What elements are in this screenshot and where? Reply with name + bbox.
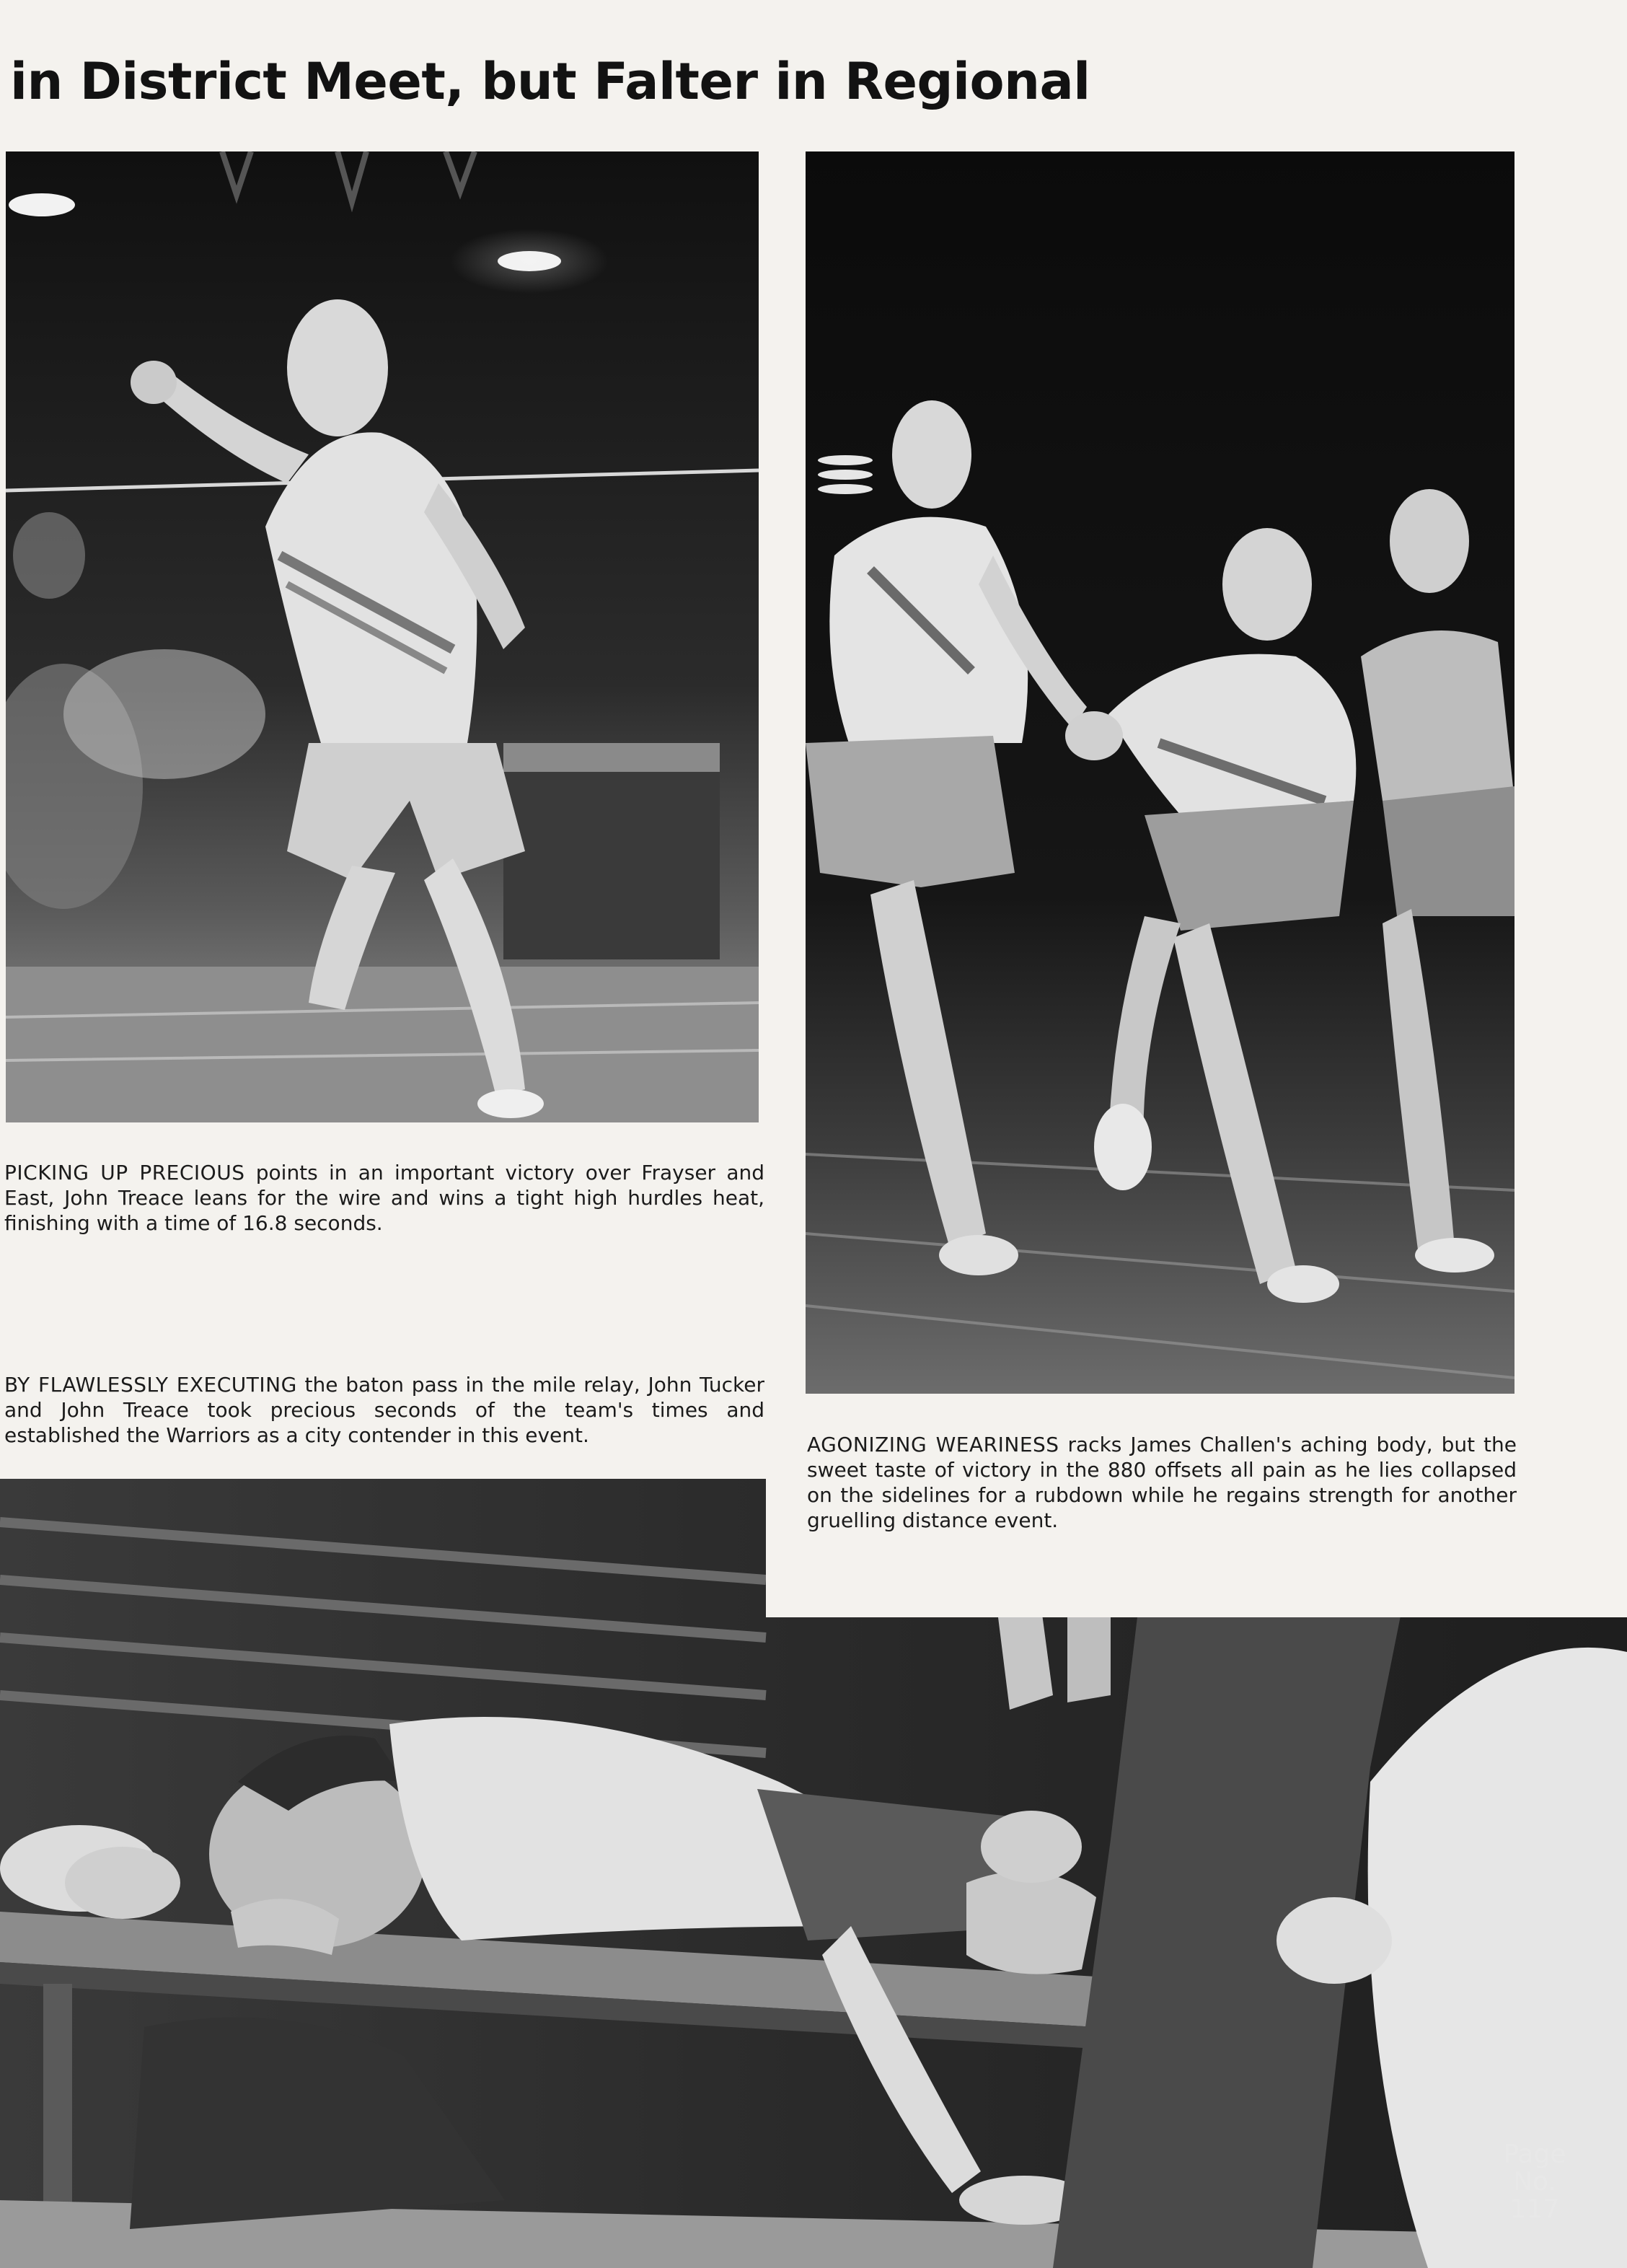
page-headline: in District Meet, but Falter in Regional — [10, 52, 1090, 111]
page-label: Page — [1503, 2140, 1566, 2169]
hurdles-caption — [4, 1160, 764, 1236]
weariness-caption — [807, 1432, 1517, 1533]
baton-caption — [4, 1372, 764, 1448]
hurdles-caption-lead: PICKING UP PRECIOUS — [4, 1161, 245, 1184]
baton-pass-photo — [806, 151, 1514, 1394]
page-no-label: No. — [1513, 2167, 1556, 2197]
weariness-caption-lead: AGONIZING WEARINESS — [807, 1433, 1059, 1456]
hurdles-caption-body: points in an important victory over Frayser and East, John Treace leans for the wire and wins a tight high hurdles heat, finishing with a time of 16.8 seconds. — [4, 1161, 764, 1235]
page-number — [1499, 2141, 1571, 2223]
page-number-value: 117 — [1509, 2194, 1560, 2224]
baton-caption-body: the baton pass in the mile relay, John Tucker and John Treace took precious seconds of the team's times and established the Warriors as a city contender in this event. — [4, 1373, 764, 1447]
baton-caption-lead: BY FLAWLESSLY EXECUTING — [4, 1373, 297, 1397]
hurdles-finish-photo — [6, 151, 759, 1122]
weariness-caption-body: racks James Challen's aching body, but the sweet taste of victory in the 880 offsets all pain as he lies collapsed on the sidelines for a rubdown while he regains strength for another gruelling distance event. — [807, 1433, 1517, 1532]
